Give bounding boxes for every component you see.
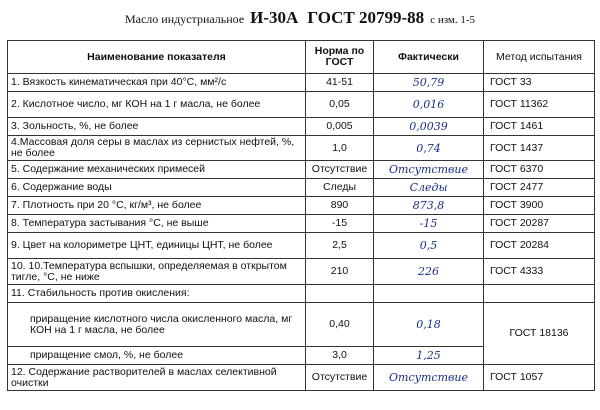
row-norm: 41-51 <box>306 74 374 92</box>
header-fact: Фактически <box>374 41 484 74</box>
table-row <box>8 285 595 303</box>
row-norm: -15 <box>306 215 374 233</box>
row-name: 8. Температура застывания °С, не выше <box>8 215 306 233</box>
row-name: 6. Содержание воды <box>8 179 306 197</box>
row-name: 5. Содержание механических примесей <box>8 161 306 179</box>
row-fact: 0,74 <box>374 136 484 161</box>
table-row <box>8 161 595 179</box>
table-row <box>8 197 595 215</box>
table-row <box>8 259 595 285</box>
row-method: ГОСТ 1437 <box>484 136 595 161</box>
row-norm: Отсутствие <box>306 161 374 179</box>
table-row <box>8 215 595 233</box>
row-method: ГОСТ 1057 <box>484 365 595 391</box>
table-row <box>8 233 595 259</box>
stability-sub-acid: приращение кислотного числа окисленного масла, мг КОН на 1 г масла, не более <box>8 303 306 347</box>
row-fact: 873,8 <box>374 197 484 215</box>
row-norm: Следы <box>306 179 374 197</box>
row-method: ГОСТ 2477 <box>484 179 595 197</box>
title-grade: И-30А <box>250 8 299 27</box>
row-name: 1. Вязкость кинематическая при 40°С, мм²/с <box>8 74 306 92</box>
row-name: 7. Плотность при 20 °С, кг/м³, не более <box>8 197 306 215</box>
row-name: 3. Зольность, %, не более <box>8 118 306 136</box>
row-name: 12. Содержание растворителей в маслах селективной очистки <box>8 365 306 391</box>
row-method: ГОСТ 6370 <box>484 161 595 179</box>
row-fact: Следы <box>374 179 484 197</box>
row-fact: Отсутствие <box>374 365 484 391</box>
header-method: Метод испытания <box>484 41 595 74</box>
row-norm: Отсутствие <box>306 365 374 391</box>
header-row <box>8 41 595 74</box>
table-row <box>8 92 595 118</box>
row-method: ГОСТ 33 <box>484 74 595 92</box>
row-fact: 0,016 <box>374 92 484 118</box>
title-prefix: Масло индустриальное <box>124 12 245 26</box>
table-row <box>8 118 595 136</box>
title-gost: ГОСТ 20799-88 <box>307 8 425 27</box>
row-norm: 2,5 <box>306 233 374 259</box>
row-method: ГОСТ 11362 <box>484 92 595 118</box>
row-name: 2. Кислотное число, мг КОН на 1 г масла, не более <box>8 92 306 118</box>
row-norm: 890 <box>306 197 374 215</box>
row-fact: Отсутствие <box>374 161 484 179</box>
row-fact: 226 <box>374 259 484 285</box>
row-method: ГОСТ 20284 <box>484 233 595 259</box>
row-fact: 0,0039 <box>374 118 484 136</box>
title-suffix: с изм. 1-5 <box>430 14 476 26</box>
row-method: ГОСТ 20287 <box>484 215 595 233</box>
row-fact: 1,25 <box>374 347 484 365</box>
table-row <box>8 136 595 161</box>
stability-sub-resin: приращение смол, %, не более <box>8 347 306 365</box>
table-row <box>8 365 595 391</box>
row-method: ГОСТ 18136 <box>484 303 595 365</box>
row-norm <box>306 285 374 303</box>
row-fact: 0,5 <box>374 233 484 259</box>
row-norm: 0,05 <box>306 92 374 118</box>
row-name: 10. 10.Температура вспышки, определяемая в открытом тигле, °С, не ниже <box>8 259 306 285</box>
document-title <box>0 8 600 28</box>
row-method: ГОСТ 3900 <box>484 197 595 215</box>
table-row <box>8 179 595 197</box>
row-method: ГОСТ 1461 <box>484 118 595 136</box>
row-norm: 0,40 <box>306 303 374 347</box>
row-fact: 50,79 <box>374 74 484 92</box>
row-fact: -15 <box>374 215 484 233</box>
row-norm: 1,0 <box>306 136 374 161</box>
row-norm: 3,0 <box>306 347 374 365</box>
row-name: 9. Цвет на колориметре ЦНТ, единицы ЦНТ, не более <box>8 233 306 259</box>
row-fact: 0,18 <box>374 303 484 347</box>
row-norm: 0,005 <box>306 118 374 136</box>
row-norm: 210 <box>306 259 374 285</box>
row-method: ГОСТ 4333 <box>484 259 595 285</box>
header-norm: Норма по ГОСТ <box>306 41 374 74</box>
quality-table <box>7 40 595 391</box>
row-name: 4.Массовая доля серы в маслах из сернистых нефтей, %, не более <box>8 136 306 161</box>
header-name: Наименование показателя <box>8 41 306 74</box>
table-row <box>8 74 595 92</box>
table-row <box>8 303 595 347</box>
row-method <box>484 285 595 303</box>
stability-title: 11. Стабильность против окисления: <box>8 285 306 303</box>
row-fact <box>374 285 484 303</box>
